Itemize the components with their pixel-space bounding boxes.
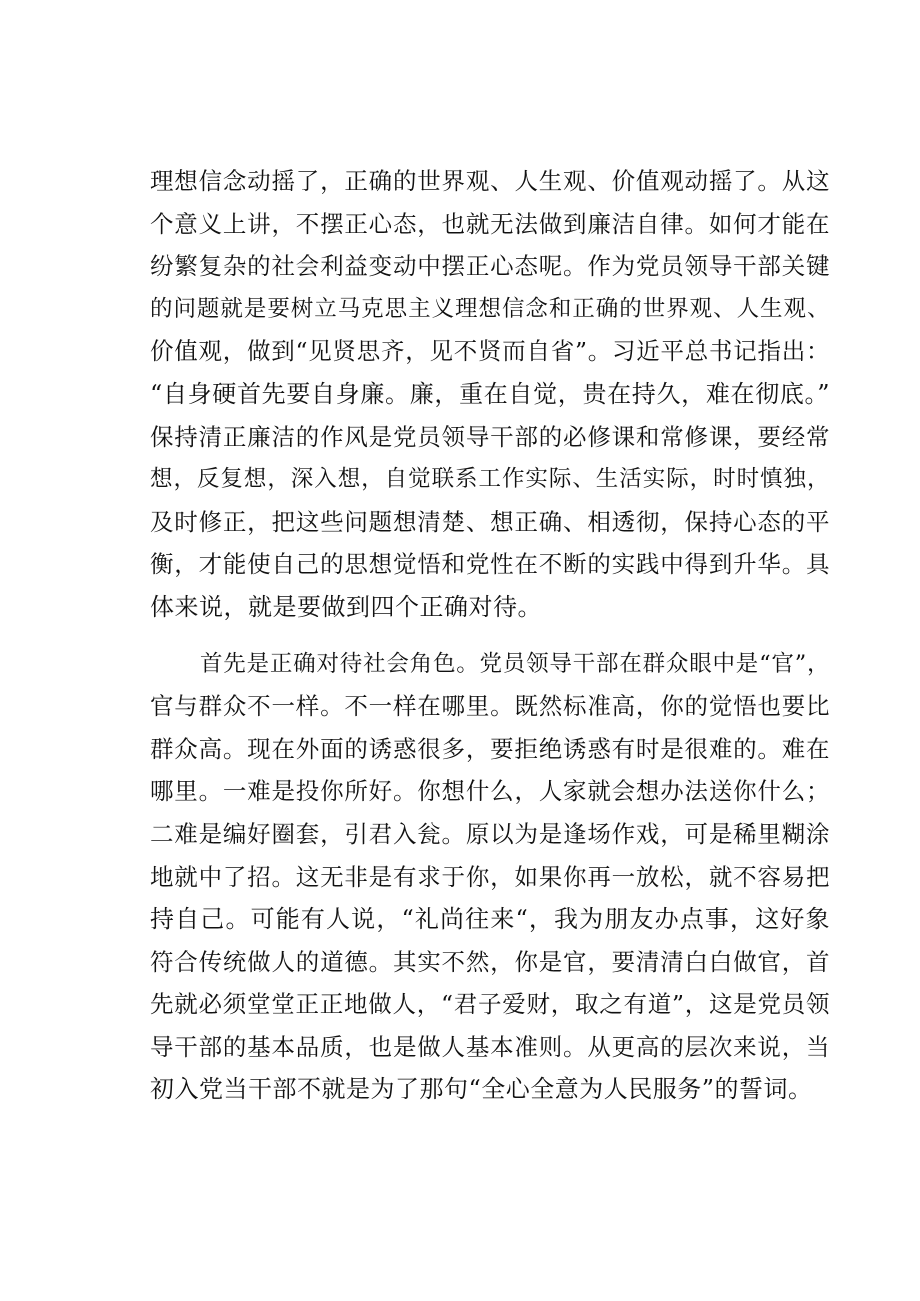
text-line: 保持清正廉洁的作风是党员领导干部的必修课和常修课，要经常 (150, 422, 830, 451)
text-line: 先就必须堂堂正正地做人，“君子爱财，取之有道”，这是党员领 (150, 990, 830, 1019)
text-line: “自身硬首先要自身廉。廉，重在自觉，贵在持久，难在彻底。” (150, 379, 830, 408)
text-line: 价值观，做到“见贤思齐，见不贤而自省”。习近平总书记指出： (150, 337, 830, 366)
text-line: 持自己。可能有人说，“礼尚往来“，我为朋友办点事，这好象 (150, 905, 830, 934)
text-line: 个意义上讲，不摆正心态，也就无法做到廉洁自律。如何才能在 (150, 209, 830, 238)
text-line: 官与群众不一样。不一样在哪里。既然标准高，你的觉悟也要比 (150, 692, 830, 721)
text-line: 地就中了招。这无非是有求于你，如果你再一放松，就不容易把 (150, 862, 830, 891)
text-line: 初入党当干部不就是为了那句“全心全意为人民服务”的誓词。 (150, 1075, 813, 1104)
text-line: 想，反复想，深入想，自觉联系工作实际、生活实际，时时慎独， (150, 466, 830, 493)
paragraph-1 (150, 160, 830, 629)
text-line: 导干部的基本品质，也是做人基本准则。从更高的层次来说，当 (150, 1032, 830, 1061)
text-line: 二难是编好圈套，引君入瓮。原以为是逢场作戏，可是稀里糊涂 (150, 819, 830, 848)
text-line: 体来说，就是要做到四个正确对待。 (150, 592, 542, 621)
text-line: 哪里。一难是投你所好。你想什么，人家就会想办法送你什么； (150, 777, 830, 806)
text-line: 理想信念动摇了，正确的世界观、人生观、价值观动摇了。从这 (150, 167, 830, 195)
text-line: 符合传统做人的道德。其实不然，你是官，要清清白白做官，首 (150, 947, 830, 976)
text-line: 的问题就是要树立马克思主义理想信念和正确的世界观、人生观、 (150, 295, 830, 322)
paragraph-spacer (150, 629, 830, 643)
text-line: 群众高。现在外面的诱惑很多，要拒绝诱惑有时是很难的。难在 (150, 734, 830, 763)
paragraph-2 (150, 643, 830, 1112)
text-line: 首先是正确对待社会角色。党员领导干部在群众眼中是“官”， (200, 650, 830, 677)
text-line: 纷繁复杂的社会利益变动中摆正心态呢。作为党员领导干部关键 (150, 252, 830, 281)
text-line: 衡，才能使自己的思想觉悟和党性在不断的实践中得到升华。具 (150, 550, 830, 579)
text-line: 及时修正，把这些问题想清楚、想正确、相透彻，保持心态的平 (150, 507, 830, 536)
document-body (150, 160, 830, 1111)
